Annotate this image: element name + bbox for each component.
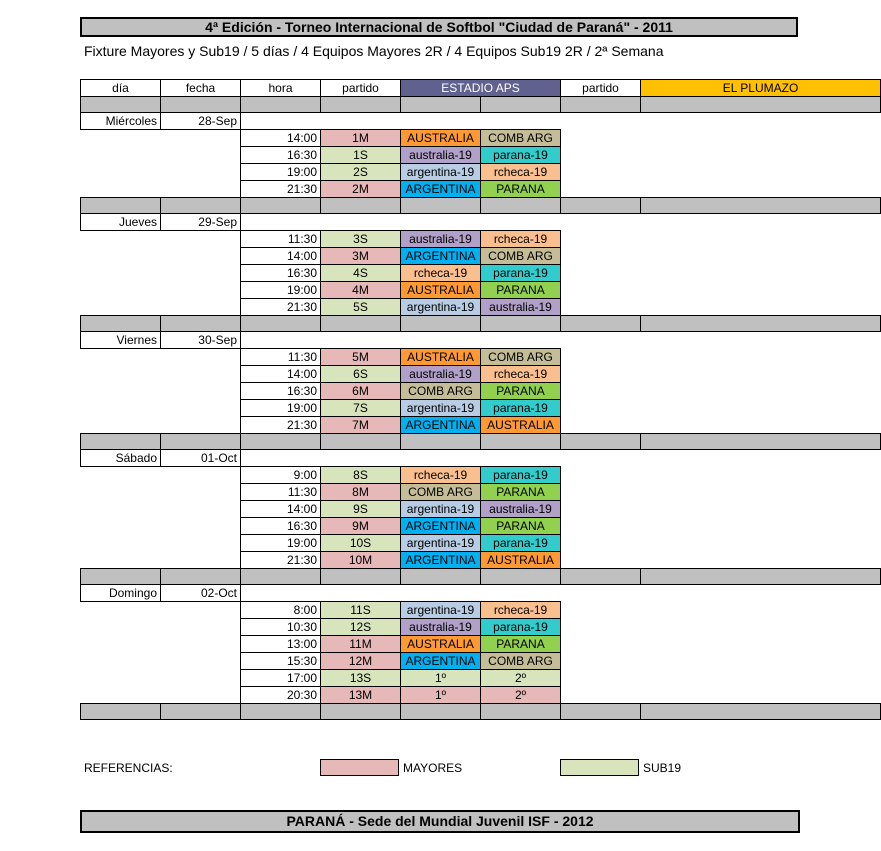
match-time: 21:30 [241,417,321,434]
spacer-cell [81,349,161,366]
match-id: 4M [321,282,401,299]
match-row [81,653,881,670]
match-time: 8:00 [241,602,321,619]
spacer-cell [81,248,161,265]
separator-cell [481,316,561,332]
match-time: 14:00 [241,130,321,147]
match-row [81,383,881,400]
separator-row [81,569,881,585]
separator-cell [161,316,241,332]
separator-row [81,434,881,450]
footer-banner: PARANÁ - Sede del Mundial Juvenil ISF - 2012 [80,810,800,833]
team-away: COMB ARG [481,130,561,147]
spacer-cell [161,552,241,569]
spacer-cell [81,130,161,147]
spacer-cell [81,147,161,164]
match-time: 20:30 [241,687,321,704]
mayores-legend-label: MAYORES [403,761,463,775]
separator-cell [481,198,561,214]
spacer-cell [81,366,161,383]
spacer-cell [161,518,241,535]
spacer-cell [81,636,161,653]
separator-cell [161,198,241,214]
match-row [81,400,881,417]
match-time: 10:30 [241,619,321,636]
team-home: AUSTRALIA [401,349,481,366]
separator-cell [401,704,481,720]
match-id: 8S [321,467,401,484]
day-date: 28-Sep [161,113,241,130]
match-row [81,366,881,383]
match-id: 6S [321,366,401,383]
spacer-cell [161,602,241,619]
team-home: argentina-19 [401,535,481,552]
match-row [81,687,881,704]
match-row [81,349,881,366]
team-home: australia-19 [401,619,481,636]
match-time: 19:00 [241,282,321,299]
spacer-cell [161,130,241,147]
mayores-swatch [320,759,399,776]
match-row [81,484,881,501]
sub19-legend-label: SUB19 [643,761,682,775]
match-id: 5S [321,299,401,316]
match-time: 14:00 [241,248,321,265]
document-subtitle: Fixture Mayores y Sub19 / 5 días / 4 Equipos Mayores 2R / 4 Equipos Sub19 2R / 2ª Semana [84,43,664,59]
team-away: rcheca-19 [481,164,561,181]
team-home: 1º [401,687,481,704]
separator-cell [321,434,401,450]
separator-cell [481,97,561,113]
match-row [81,518,881,535]
match-id: 12M [321,653,401,670]
team-away: rcheca-19 [481,602,561,619]
spacer-cell [81,552,161,569]
spacer-cell [81,501,161,518]
team-home: COMB ARG [401,484,481,501]
match-row [81,181,881,198]
team-away: rcheca-19 [481,231,561,248]
separator-cell [161,97,241,113]
team-away: australia-19 [481,501,561,518]
spacer-cell [161,231,241,248]
team-home: ARGENTINA [401,552,481,569]
spacer-cell [81,484,161,501]
separator-cell [641,198,881,214]
separator-cell [321,316,401,332]
day-date: 02-Oct [161,585,241,602]
spacer-cell [81,181,161,198]
team-away: parana-19 [481,467,561,484]
match-id: 5M [321,349,401,366]
match-id: 2M [321,181,401,198]
day-date: 30-Sep [161,332,241,349]
spacer-cell [161,366,241,383]
fixture-table [80,79,881,720]
match-time: 19:00 [241,535,321,552]
document-title: 4ª Edición - Torneo Internacional de Softbol "Ciudad de Paraná" - 2011 [80,17,798,37]
team-away: 2º [481,687,561,704]
spacer-cell [81,231,161,248]
separator-cell [81,569,161,585]
spacer-cell [161,248,241,265]
header-fecha: fecha [161,80,241,97]
separator-cell [81,434,161,450]
team-home: argentina-19 [401,299,481,316]
team-away: rcheca-19 [481,366,561,383]
match-id: 7S [321,400,401,417]
spacer-cell [81,670,161,687]
team-away: parana-19 [481,400,561,417]
match-time: 19:00 [241,164,321,181]
match-row [81,501,881,518]
sub19-swatch [560,759,639,776]
separator-cell [321,198,401,214]
separator-cell [321,569,401,585]
spacer-cell [161,467,241,484]
separator-cell [641,97,881,113]
match-id: 13M [321,687,401,704]
match-id: 9S [321,501,401,518]
header-estadio-aps: ESTADIO APS [401,80,561,97]
team-home: ARGENTINA [401,417,481,434]
team-away: COMB ARG [481,653,561,670]
match-time: 14:00 [241,501,321,518]
spacer-cell [161,299,241,316]
spacer-cell [81,299,161,316]
match-id: 10M [321,552,401,569]
match-time: 15:30 [241,653,321,670]
match-id: 13S [321,670,401,687]
separator-cell [401,569,481,585]
match-row [81,282,881,299]
separator-cell [241,97,321,113]
team-away: PARANA [481,518,561,535]
header-partido: partido [321,80,401,97]
separator-cell [161,704,241,720]
match-id: 1S [321,147,401,164]
day-row [81,585,881,602]
match-time: 21:30 [241,181,321,198]
team-home: argentina-19 [401,501,481,518]
spacer-cell [161,636,241,653]
separator-cell [561,198,641,214]
spacer-cell [161,501,241,518]
match-time: 16:30 [241,518,321,535]
team-away: PARANA [481,282,561,299]
team-home: AUSTRALIA [401,636,481,653]
spacer-cell [81,653,161,670]
header-dia: día [81,80,161,97]
team-home: argentina-19 [401,602,481,619]
separator-cell [641,316,881,332]
match-row [81,467,881,484]
match-row [81,602,881,619]
match-id: 9M [321,518,401,535]
spacer-cell [161,265,241,282]
separator-cell [641,434,881,450]
spacer-cell [81,602,161,619]
match-time: 17:00 [241,670,321,687]
team-home: australia-19 [401,366,481,383]
team-away: PARANA [481,484,561,501]
match-time: 11:30 [241,231,321,248]
match-id: 6M [321,383,401,400]
day-name: Miércoles [81,113,161,130]
header-partido-2: partido [561,80,641,97]
spacer-cell [161,400,241,417]
spacer-cell [161,164,241,181]
day-name: Domingo [81,585,161,602]
spacer-cell [81,417,161,434]
spacer-cell [161,147,241,164]
team-home: AUSTRALIA [401,282,481,299]
spacer-cell [161,417,241,434]
separator-cell [561,97,641,113]
team-away: 2º [481,670,561,687]
header-hora: hora [241,80,321,97]
team-away: PARANA [481,383,561,400]
day-row [81,214,881,231]
match-id: 7M [321,417,401,434]
match-id: 3S [321,231,401,248]
day-row [81,113,881,130]
separator-cell [161,569,241,585]
match-id: 1M [321,130,401,147]
separator-cell [241,198,321,214]
separator-cell [401,198,481,214]
separator-cell [321,97,401,113]
match-row [81,248,881,265]
match-row [81,130,881,147]
team-home: rcheca-19 [401,265,481,282]
team-home: COMB ARG [401,383,481,400]
separator-cell [241,434,321,450]
team-away: parana-19 [481,147,561,164]
match-row [81,535,881,552]
team-home: argentina-19 [401,164,481,181]
spacer-cell [81,619,161,636]
day-name: Viernes [81,332,161,349]
match-id: 3M [321,248,401,265]
separator-row [81,704,881,720]
separator-row [81,198,881,214]
team-home: argentina-19 [401,400,481,417]
day-date: 29-Sep [161,214,241,231]
separator-row [81,316,881,332]
match-row [81,299,881,316]
spacer-cell [161,653,241,670]
match-time: 19:00 [241,400,321,417]
match-id: 8M [321,484,401,501]
spacer-cell [161,535,241,552]
separator-cell [81,198,161,214]
separator-cell [641,704,881,720]
match-id: 11S [321,602,401,619]
day-row [81,332,881,349]
match-row [81,619,881,636]
day-name: Jueves [81,214,161,231]
match-time: 14:00 [241,366,321,383]
spacer-cell [81,265,161,282]
spacer-cell [161,282,241,299]
separator-cell [241,316,321,332]
team-away: parana-19 [481,535,561,552]
spacer-cell [161,670,241,687]
spacer-cell [81,383,161,400]
references-label: REFERENCIAS: [84,761,173,775]
match-id: 4S [321,265,401,282]
team-home: ARGENTINA [401,248,481,265]
separator-cell [81,704,161,720]
separator-cell [401,434,481,450]
team-away: australia-19 [481,299,561,316]
match-id: 10S [321,535,401,552]
spacer-cell [81,282,161,299]
match-time: 21:30 [241,299,321,316]
separator-cell [641,569,881,585]
team-home: australia-19 [401,147,481,164]
separator-cell [81,97,161,113]
match-row [81,265,881,282]
team-away: COMB ARG [481,349,561,366]
match-id: 12S [321,619,401,636]
match-time: 21:30 [241,552,321,569]
day-date: 01-Oct [161,450,241,467]
team-away: AUSTRALIA [481,417,561,434]
separator-cell [161,434,241,450]
match-row [81,231,881,248]
team-away: parana-19 [481,265,561,282]
team-home: rcheca-19 [401,467,481,484]
match-time: 16:30 [241,265,321,282]
team-home: AUSTRALIA [401,130,481,147]
separator-cell [561,704,641,720]
match-row [81,636,881,653]
separator-row [81,97,881,113]
day-row [81,450,881,467]
match-time: 13:00 [241,636,321,653]
team-home: ARGENTINA [401,181,481,198]
team-away: AUSTRALIA [481,552,561,569]
spacer-cell [81,164,161,181]
match-time: 11:30 [241,349,321,366]
match-id: 2S [321,164,401,181]
team-home: ARGENTINA [401,653,481,670]
match-row [81,164,881,181]
match-time: 11:30 [241,484,321,501]
header-el-plumazo: EL PLUMAZO [641,80,881,97]
spacer-cell [161,181,241,198]
team-away: COMB ARG [481,248,561,265]
match-row [81,147,881,164]
team-home: 1º [401,670,481,687]
spacer-cell [161,687,241,704]
separator-cell [241,704,321,720]
spacer-cell [161,349,241,366]
separator-cell [561,434,641,450]
separator-cell [481,704,561,720]
separator-cell [81,316,161,332]
spacer-cell [161,484,241,501]
separator-cell [321,704,401,720]
separator-cell [481,434,561,450]
header-row [81,80,881,97]
match-time: 9:00 [241,467,321,484]
team-home: ARGENTINA [401,518,481,535]
spacer-cell [81,535,161,552]
match-row [81,417,881,434]
separator-cell [401,316,481,332]
match-row [81,670,881,687]
day-name: Sábado [81,450,161,467]
spacer-cell [81,467,161,484]
separator-cell [481,569,561,585]
team-away: parana-19 [481,619,561,636]
separator-cell [561,569,641,585]
match-id: 11M [321,636,401,653]
team-away: PARANA [481,636,561,653]
spacer-cell [81,400,161,417]
separator-cell [561,316,641,332]
team-away: PARANA [481,181,561,198]
spacer-cell [161,383,241,400]
team-home: australia-19 [401,231,481,248]
separator-cell [401,97,481,113]
spacer-cell [81,687,161,704]
spacer-cell [81,518,161,535]
spacer-cell [161,619,241,636]
separator-cell [241,569,321,585]
match-time: 16:30 [241,383,321,400]
match-row [81,552,881,569]
match-time: 16:30 [241,147,321,164]
